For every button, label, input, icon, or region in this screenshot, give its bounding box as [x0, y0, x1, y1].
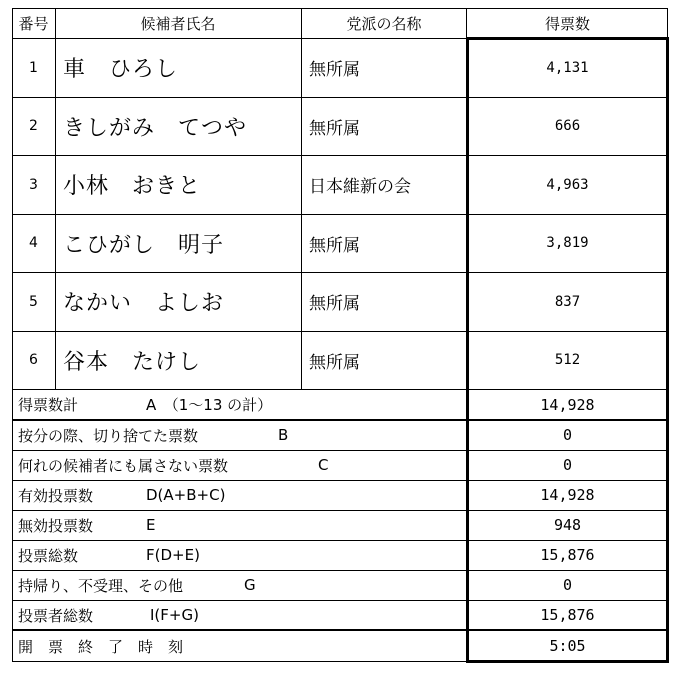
- candidate-votes: 666: [554, 118, 581, 134]
- row-divider-thick: [12, 419, 668, 421]
- candidate-name: こひがし 明子: [63, 232, 225, 258]
- summary-label: 投票者総数: [18, 606, 94, 625]
- summary-value: 0: [562, 456, 573, 474]
- votes-column-frame: [466, 37, 669, 40]
- row-divider: [12, 480, 668, 481]
- candidate-number: 2: [29, 118, 38, 134]
- summary-row-other: [12, 570, 467, 600]
- summary-label: 何れの候補者にも属さない票数: [18, 456, 229, 475]
- summary-code: C: [318, 456, 329, 474]
- header-party-name: 党派の名称: [346, 14, 422, 33]
- header-candidate-name: 候補者氏名: [140, 14, 216, 33]
- candidate-party: 無所属: [309, 294, 360, 314]
- candidate-name: 谷本 たけし: [63, 349, 202, 375]
- table-border: [12, 8, 668, 9]
- summary-label: 有効投票数: [18, 486, 94, 505]
- row-divider: [12, 97, 668, 98]
- summary-value: 15,876: [540, 606, 595, 624]
- candidate-number: 3: [29, 176, 38, 193]
- row-divider: [12, 214, 668, 215]
- candidate-party: 無所属: [309, 118, 360, 139]
- candidate-votes: 4,131: [546, 59, 589, 76]
- header-votes: 得票数: [544, 14, 590, 33]
- header-number: 番号: [18, 14, 49, 33]
- summary-code: I(F+G): [150, 606, 199, 624]
- row-divider: [12, 389, 668, 390]
- row-divider: [12, 510, 668, 511]
- table-border: [12, 8, 13, 662]
- column-divider: [466, 8, 467, 38]
- summary-code: E: [146, 516, 156, 534]
- summary-code: D(A+B+C): [146, 486, 226, 504]
- votes-column-frame: [466, 660, 669, 663]
- candidate-votes: 4,963: [546, 176, 589, 193]
- summary-value: 14,928: [540, 486, 595, 504]
- column-divider: [55, 8, 56, 389]
- summary-row-valid-votes: [12, 480, 467, 510]
- candidate-party: 日本維新の会: [309, 177, 411, 197]
- summary-value: 0: [562, 576, 573, 594]
- summary-row-total-votes: [12, 389, 467, 420]
- candidate-votes: 837: [554, 293, 581, 310]
- row-divider: [12, 155, 668, 156]
- candidate-votes: 512: [554, 352, 581, 368]
- votes-column-frame: [666, 38, 669, 662]
- summary-value: 0: [562, 426, 573, 444]
- summary-label: 按分の際、切り捨てた票数: [18, 426, 199, 445]
- summary-label: 開 票 終 了 時 刻: [18, 637, 184, 656]
- row-divider: [12, 331, 668, 332]
- candidate-number: 6: [29, 352, 38, 368]
- summary-row-rounded-off: [12, 420, 467, 450]
- candidate-party: 無所属: [309, 352, 360, 373]
- summary-value: 15,876: [540, 546, 595, 564]
- candidate-name: きしがみ てつや: [63, 115, 248, 141]
- candidate-number: 5: [29, 293, 38, 310]
- summary-code: G: [244, 576, 256, 594]
- row-divider-thick: [12, 629, 668, 631]
- summary-label: 無効投票数: [18, 516, 94, 535]
- candidate-number: 4: [29, 235, 38, 251]
- candidate-name: なかい よしお: [63, 291, 225, 316]
- candidate-party: 無所属: [309, 235, 360, 256]
- summary-value: 948: [553, 516, 582, 534]
- votes-column-frame: [466, 38, 469, 662]
- candidate-votes: 3,819: [546, 235, 589, 251]
- candidate-name: 車 ひろし: [63, 57, 179, 82]
- row-divider: [12, 272, 668, 273]
- summary-value: 14,928: [540, 395, 595, 414]
- summary-code: A （1～13 の計）: [146, 396, 273, 414]
- summary-code: B: [278, 426, 289, 444]
- candidate-party: 無所属: [309, 60, 360, 80]
- row-divider: [12, 600, 668, 601]
- summary-row-closing-time: [12, 630, 467, 662]
- candidate-name: 小林 おきと: [63, 174, 202, 199]
- summary-row-unassigned: [12, 450, 467, 480]
- summary-row-total-ballots: [12, 540, 467, 570]
- summary-code: F(D+E): [146, 546, 200, 564]
- column-divider: [301, 8, 302, 389]
- summary-row-total-voters: [12, 600, 467, 630]
- summary-label: 投票総数: [18, 546, 79, 565]
- candidate-number: 1: [29, 59, 38, 76]
- closing-time-value: 5:05: [549, 637, 586, 655]
- summary-row-invalid-votes: [12, 510, 467, 540]
- summary-label: 持帰り、不受理、その他: [18, 576, 184, 595]
- row-divider: [12, 450, 668, 451]
- summary-label: 得票数計: [18, 396, 79, 414]
- row-divider: [12, 570, 668, 571]
- row-divider: [12, 540, 668, 541]
